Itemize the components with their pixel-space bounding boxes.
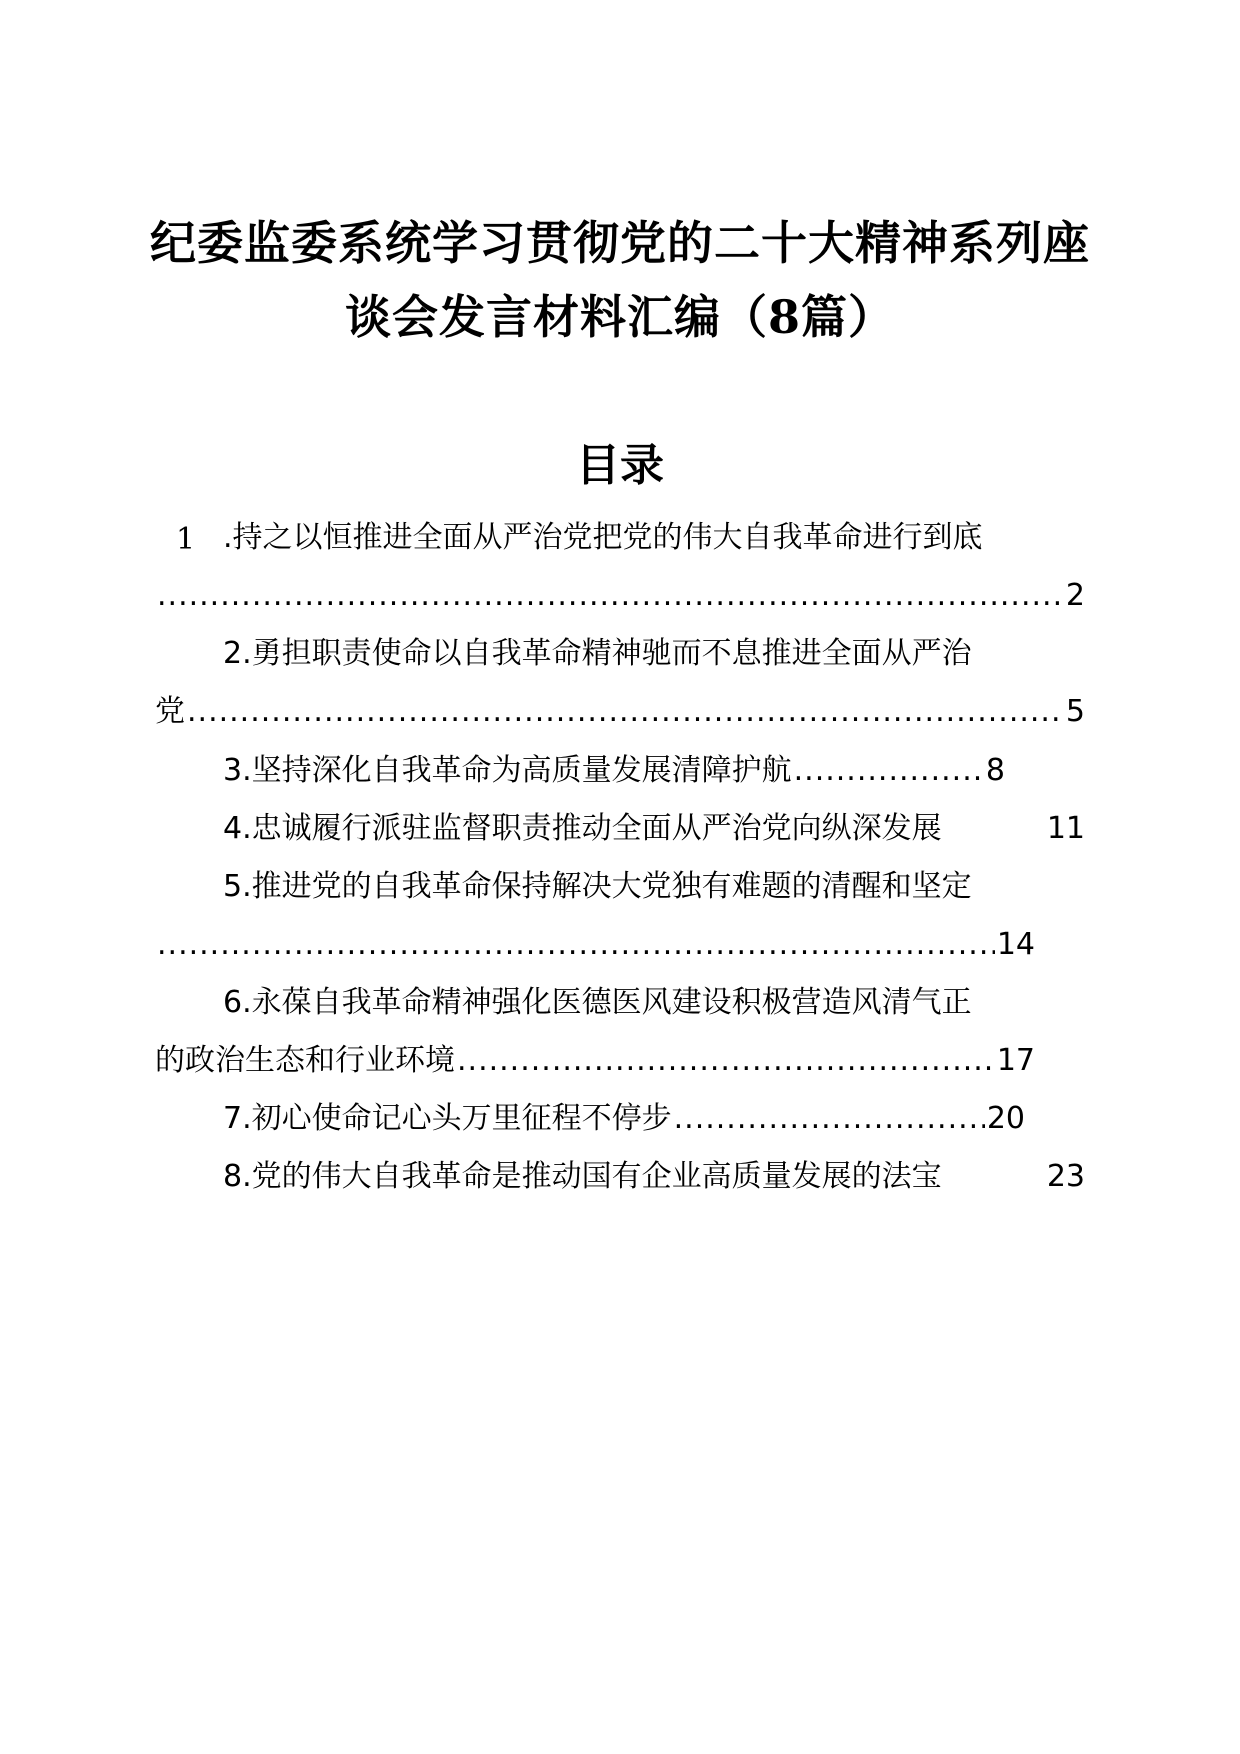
toc-leader-dots	[187, 692, 1064, 732]
toc-entry-text: 2.勇担职责使命以自我革命精神驰而不息推进全面从严治	[223, 636, 972, 671]
toc-entry-text: 的政治生态和行业环境	[155, 1043, 455, 1078]
toc-entry-text: .持之以恒推进全面从严治党把党的伟大自我革命进行到底	[223, 520, 983, 555]
toc-leader-dots	[457, 1041, 995, 1081]
toc-entry-6-line1[interactable]	[223, 983, 1085, 1023]
toc-page-number: 2	[1065, 578, 1085, 613]
toc-page-number: 23	[1046, 1159, 1085, 1194]
toc-heading: 目录	[576, 440, 664, 491]
document-title-line1: 纪委监委系统学习贯彻党的二十大精神系列座	[150, 216, 1090, 270]
toc-entry-text: 3.坚持深化自我革命为高质量发展清障护航	[223, 753, 792, 788]
toc-entry-5-line1[interactable]	[223, 867, 1085, 907]
toc-page-number: 20	[986, 1101, 1025, 1136]
toc-entry-text: 5.推进党的自我革命保持解决大党独有难题的清醒和坚定	[223, 869, 972, 904]
toc-entry-text: 7.初心使命记心头万里征程不停步	[223, 1101, 672, 1136]
toc-page-number: 11	[1046, 811, 1085, 846]
toc-entry-8[interactable]	[223, 1157, 1085, 1197]
toc-leader-dots	[157, 925, 995, 965]
toc-entry-5-line2[interactable]	[155, 925, 1035, 965]
toc-entry-1-line2[interactable]	[155, 576, 1085, 616]
toc-entry-2-line1[interactable]	[223, 634, 1085, 674]
toc-leader-dots	[794, 751, 984, 791]
toc-entry-text: 8.党的伟大自我革命是推动国有企业高质量发展的法宝	[223, 1159, 942, 1194]
document-title-line2: 谈会发言材料汇编（8篇）	[344, 290, 895, 344]
toc-entry-7[interactable]	[223, 1099, 1025, 1139]
toc-entry-6-line2[interactable]	[155, 1041, 1035, 1081]
toc-page-number: 14	[996, 927, 1035, 962]
toc-entry-text: 6.永葆自我革命精神强化医德医风建设积极营造风清气正	[223, 985, 972, 1020]
toc-page-number: 8	[985, 753, 1005, 788]
toc-entry-text: 4.忠诚履行派驻监督职责推动全面从严治党向纵深发展	[223, 811, 942, 846]
toc-leader-dots	[674, 1099, 985, 1139]
toc-entry-text: 党	[155, 694, 185, 729]
toc-entry-2-line2[interactable]	[155, 692, 1085, 732]
toc-leader-dots	[157, 576, 1064, 616]
toc-entry-1-line1[interactable]	[223, 518, 1085, 558]
toc-page-number: 17	[996, 1043, 1035, 1078]
toc-entry-3[interactable]	[223, 751, 1005, 791]
stray-number: 1	[176, 522, 196, 557]
toc-entry-4[interactable]	[223, 809, 1085, 849]
toc-page-number: 5	[1065, 694, 1085, 729]
